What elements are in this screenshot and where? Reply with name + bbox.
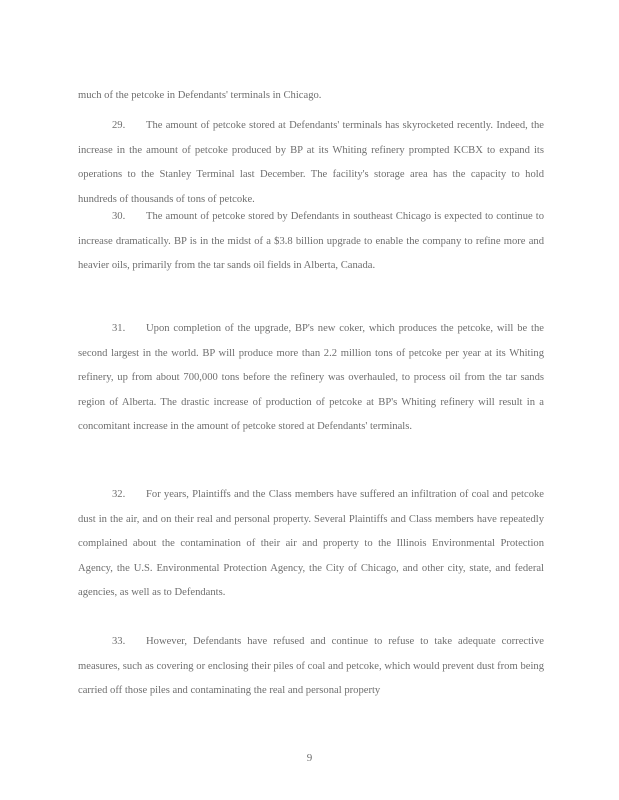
paragraph-text: However, Defendants have refused and continue to refuse to take adequate corrective measures, such as covering or enclosing their piles of coal and petcoke, which would prevent dust from being carried off those piles and contaminating the real and personal property — [78, 636, 544, 696]
paragraph-number: 32. — [112, 489, 126, 500]
paragraph-text: For years, Plaintiffs and the Class members have suffered an infiltration of coal and petcoke dust in the air, and on their real and personal property. Several Plaintiffs and Class members have repeatedly complained about the contamination of their air and property to the Illinois Environmental Protection Agency, the U.S. Environmental Protection Agency, the City of Chicago, and other city, state, and federal agencies, as well as to Defendants. — [78, 489, 544, 598]
paragraph-text: much of the petcoke in Defendants' terminals in Chicago. — [78, 90, 322, 101]
paragraph-text: Upon completion of the upgrade, BP's new coker, which produces the petcoke, will be the second largest in the world. BP will produce more than 2.2 million tons of petcoke per year at its Whiting refinery, up from about 700,000 tons before the refinery was overhauled, to process oil from the tar sands region of Alberta. The drastic increase of production of petcoke at BP's Whiting refinery will result in a concomitant increase in the amount of petcoke stored at Defendants' terminals. — [78, 323, 544, 432]
paragraph-30 — [78, 205, 544, 279]
paragraph-continuation — [78, 84, 544, 109]
paragraph-31 — [78, 317, 544, 440]
paragraph-32 — [78, 483, 544, 606]
paragraph-text: The amount of petcoke stored at Defendants' terminals has skyrocketed recently. Indeed, the increase in the amount of petcoke produced by BP at its Whiting refinery prompted KCBX to expand its operations to the Stanley Terminal last December. The facility's storage area has the capacity to hold hundreds of thousands of tons of petcoke. — [78, 120, 544, 205]
paragraph-number: 29. — [112, 120, 126, 131]
paragraph-number: 31. — [112, 323, 126, 334]
paragraph-number: 30. — [112, 211, 126, 222]
paragraph-29 — [78, 114, 544, 212]
paragraph-text: The amount of petcoke stored by Defendants in southeast Chicago is expected to continue to increase dramatically. BP is in the midst of a $3.8 billion upgrade to enable the company to refine more and heavier oils, primarily from the tar sands oil fields in Alberta, Canada. — [78, 211, 544, 271]
paragraph-33 — [78, 630, 544, 704]
page-number: 9 — [306, 752, 313, 764]
paragraph-number: 33. — [112, 636, 126, 647]
